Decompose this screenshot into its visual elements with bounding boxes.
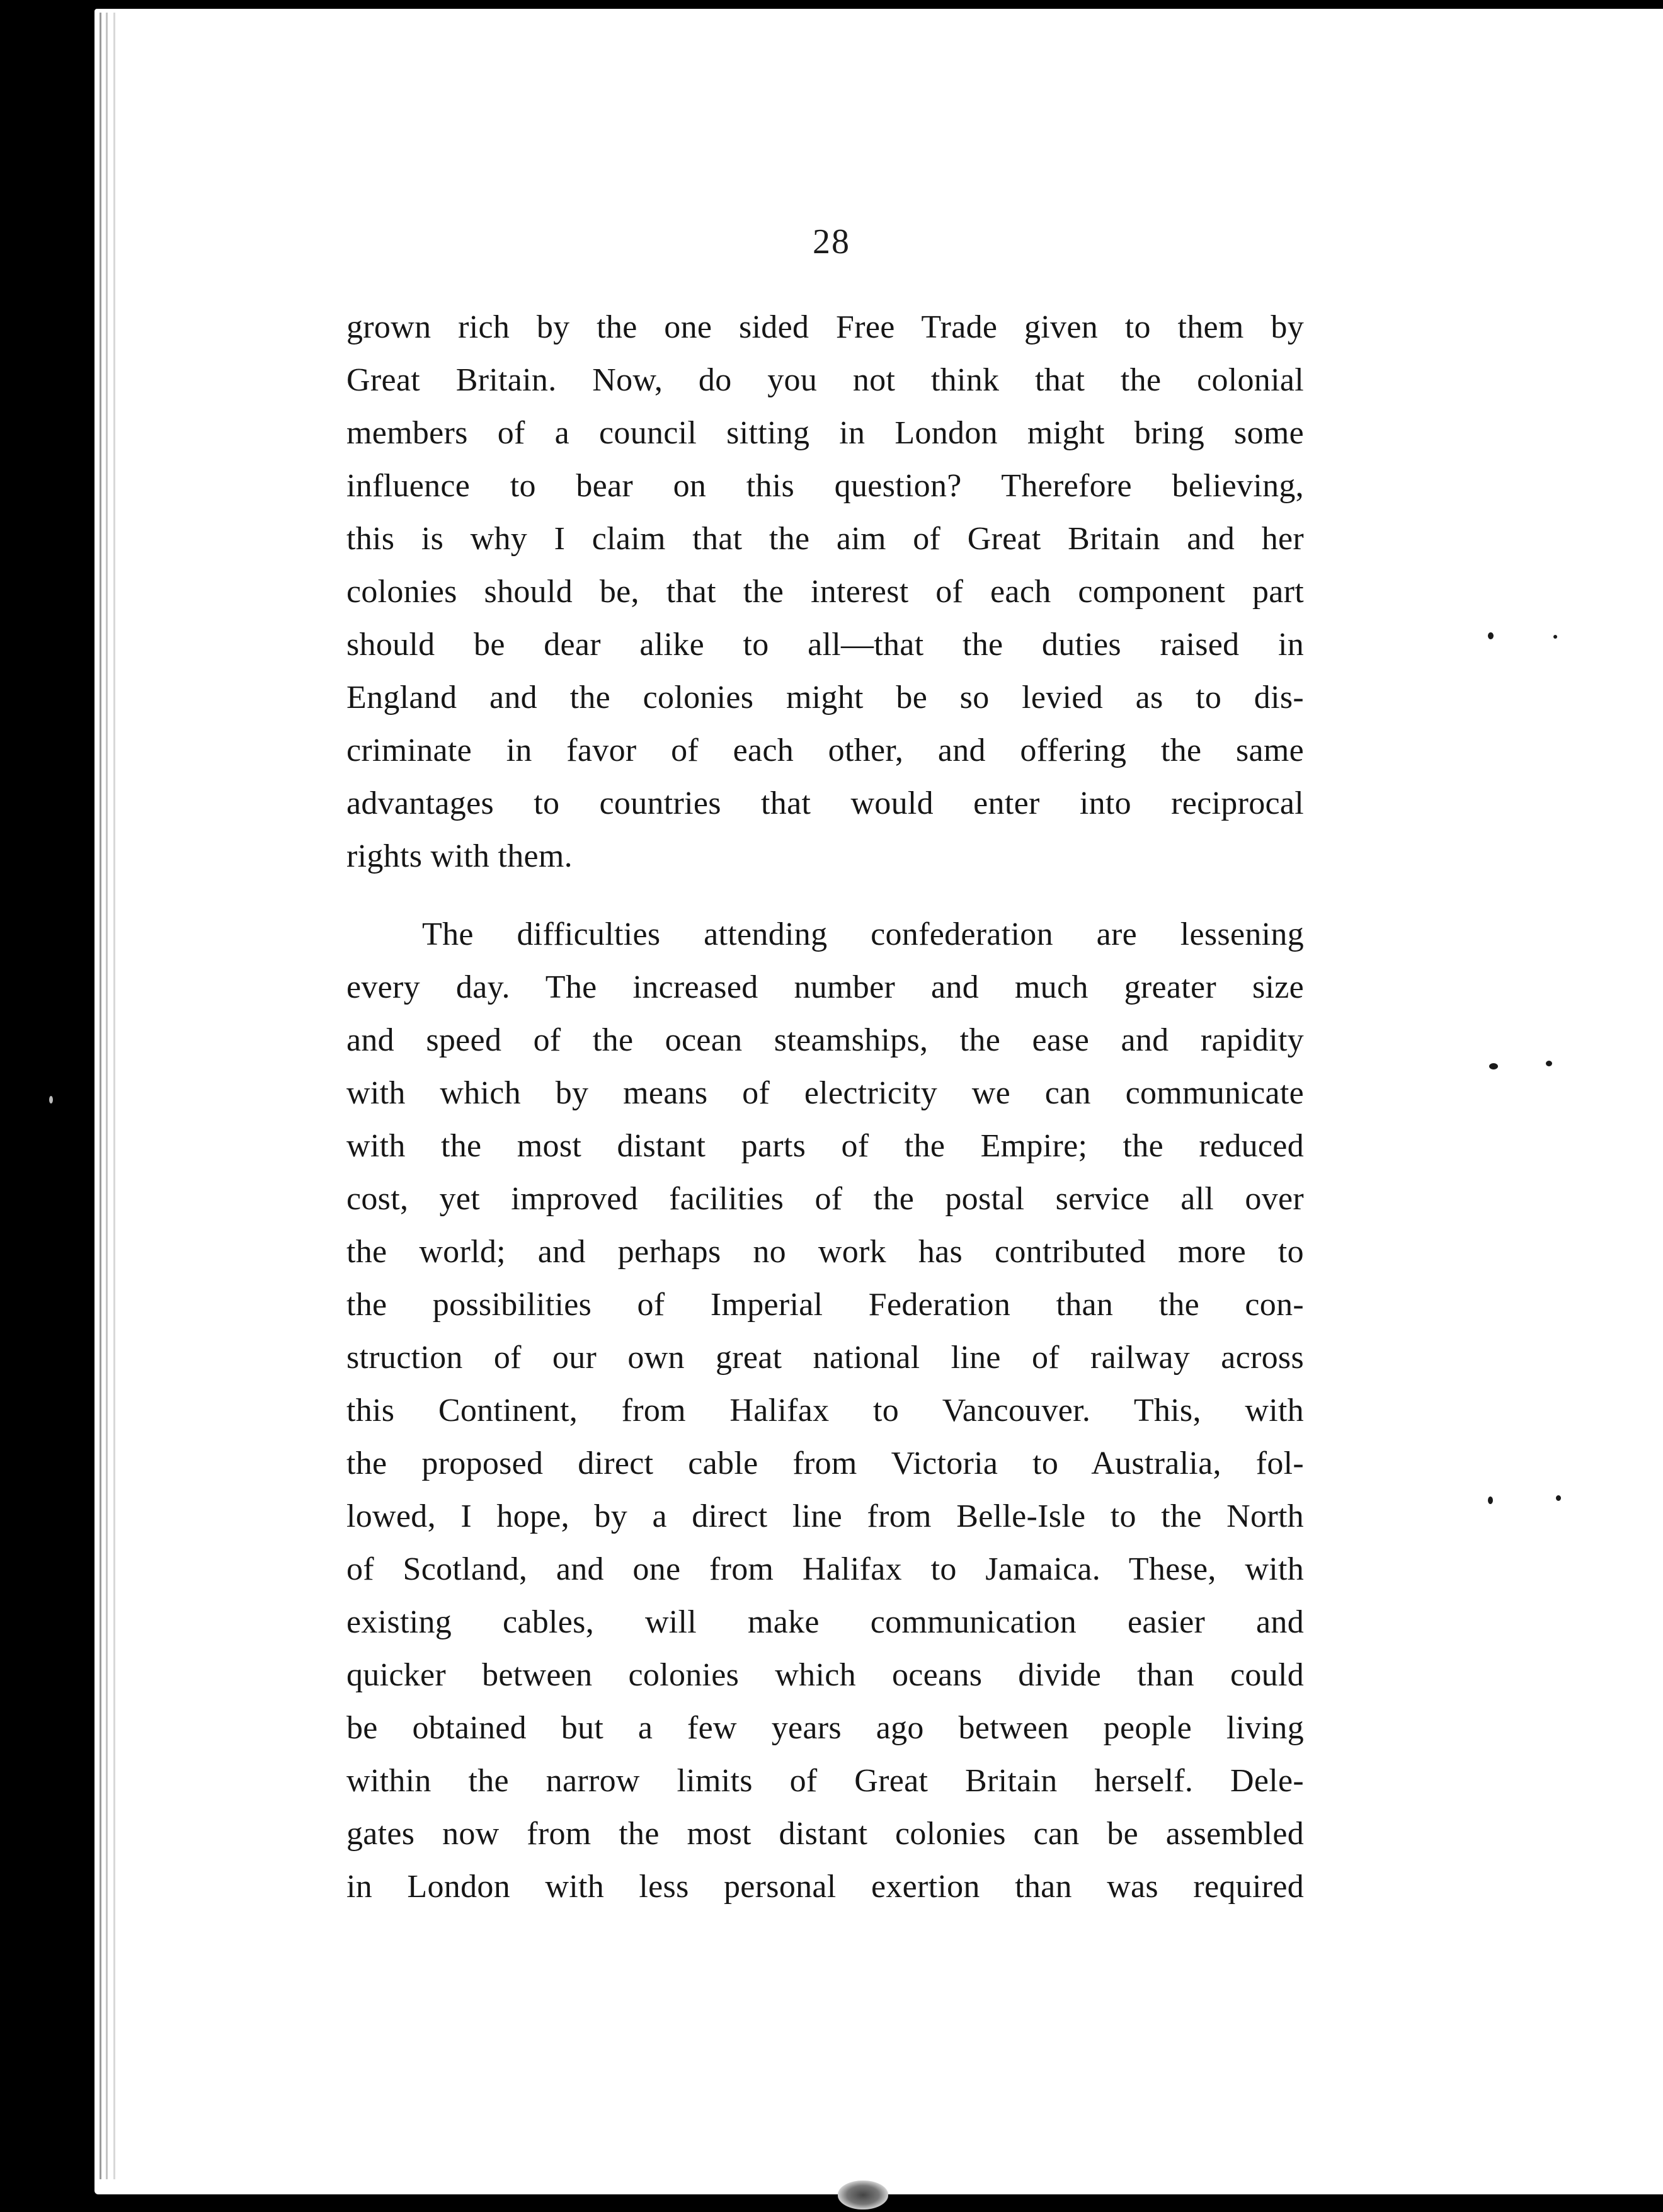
scan-speck [1546,1061,1552,1066]
binding-mark [838,2181,888,2209]
text-line: in London with less personal exertion than was required [346,1869,1304,1905]
scan-speck [1488,632,1494,639]
scan-speck [1488,1497,1493,1504]
text-line: cost, yet improved facilities of the postal service all over [346,1181,1304,1217]
text-line: lowed, I hope, by a direct line from Belle-Isle to the North [346,1498,1304,1534]
text-line: should be dear alike to all—that the duties raised in [346,627,1304,663]
scan-speck [49,1096,53,1103]
text-line: England and the colonies might be so levied as to dis- [346,680,1304,715]
text-line: with which by means of electricity we can communicate [346,1075,1304,1111]
text-line: colonies should be, that the interest of each component part [346,574,1304,610]
page-stack-edge [113,13,115,2179]
text-line: struction of our own great national line of railway across [346,1340,1304,1376]
text-line: The difficulties attending confederation are lessening [422,916,1304,952]
page-stack-edge [106,13,108,2179]
text-line: and speed of the ocean steamships, the ease and rapidity [346,1022,1304,1058]
text-line: advantages to countries that would enter into reciprocal [346,785,1304,821]
text-line: existing cables, will make communication easier and [346,1604,1304,1640]
scan-speck [1489,1063,1498,1069]
text-line: every day. The increased number and much greater size [346,969,1304,1005]
text-line: this Continent, from Halifax to Vancouver. This, with [346,1393,1304,1428]
text-line: with the most distant parts of the Empire; the reduced [346,1128,1304,1164]
text-line: this is why I claim that the aim of Great Britain and her [346,521,1304,557]
text-line: influence to bear on this question? Therefore believing, [346,468,1304,504]
text-line: the proposed direct cable from Victoria to Australia, fol- [346,1445,1304,1481]
text-line: members of a council sitting in London might bring some [346,415,1304,451]
page-stack-edge [100,13,101,2179]
text-line: within the narrow limits of Great Britain herself. Dele- [346,1763,1304,1799]
text-line: criminate in favor of each other, and offering the same [346,733,1304,768]
text-line: Great Britain. Now, do you not think that the colonial [346,362,1304,398]
text-line: quicker between colonies which oceans divide than could [346,1657,1304,1693]
text-line: rights with them. [346,838,573,874]
text-line: the possibilities of Imperial Federation than the con- [346,1287,1304,1323]
scan-speck [1553,635,1557,639]
scan-speck [1556,1495,1561,1501]
text-line: the world; and perhaps no work has contributed more to [346,1234,1304,1270]
text-line: of Scotland, and one from Halifax to Jamaica. These, with [346,1551,1304,1587]
text-line: be obtained but a few years ago between people living [346,1710,1304,1746]
text-line: grown rich by the one sided Free Trade given to them by [346,309,1304,345]
page-number: 28 [813,222,850,261]
text-line: gates now from the most distant colonies can be assembled [346,1816,1304,1852]
